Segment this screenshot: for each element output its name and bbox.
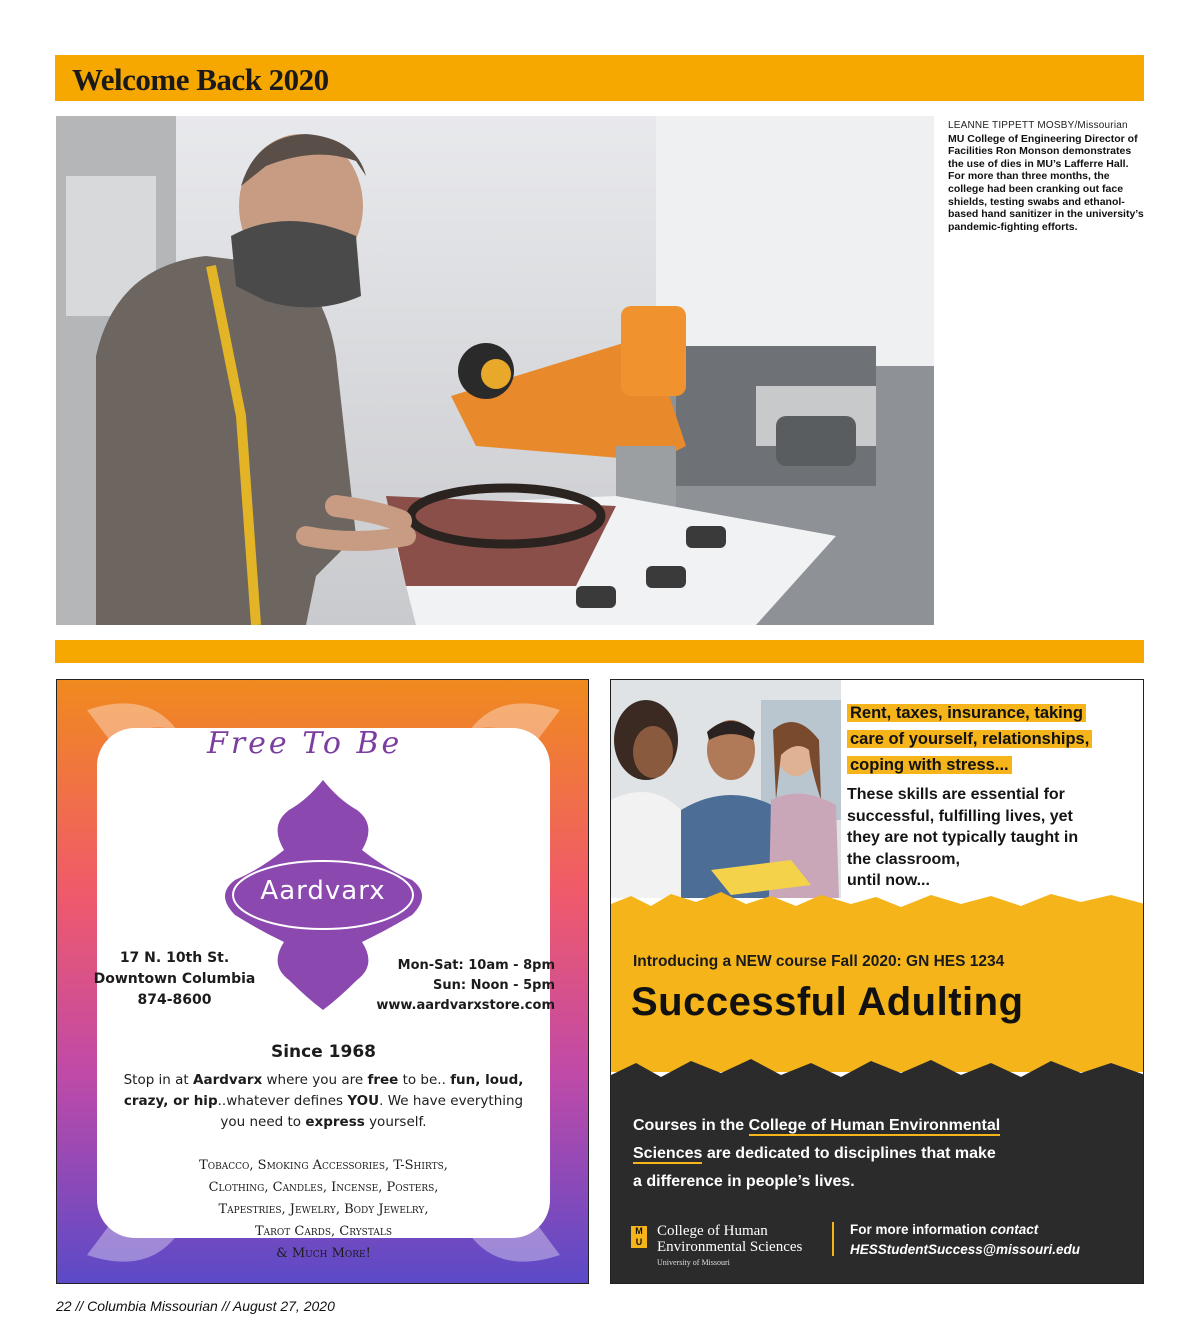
desc-fun: fun, loud, crazy, or hip	[123, 1072, 524, 1109]
college-description	[633, 1112, 1113, 1196]
logo-subtitle: University of Missouri	[657, 1258, 730, 1267]
logo-divider	[832, 1222, 834, 1256]
hours-weekday: Mon-Sat: 10am - 8pm	[397, 958, 555, 973]
product-line: Tobacco, Smoking Accessories, T-Shirts,	[199, 1158, 448, 1173]
course-title: Successful Adulting	[631, 980, 1024, 1024]
desc-text: yourself.	[364, 1114, 427, 1130]
tagline: Free To Be	[207, 726, 403, 761]
logo-text: Aardvarx	[260, 876, 386, 906]
hours-sunday: Sun: Noon - 5pm	[433, 978, 555, 993]
store-hours	[355, 956, 555, 1016]
highlight-line: Rent, taxes, insurance, taking	[847, 704, 1086, 722]
info-contact: contact	[990, 1222, 1039, 1237]
body-line: successful, fulfilling lives, yet	[847, 807, 1073, 825]
intro-body	[847, 784, 1137, 892]
courses-text: a difference in people’s lives.	[633, 1173, 855, 1190]
mu-logo-icon: M U	[631, 1226, 647, 1248]
highlight-line: care of yourself, relationships,	[847, 730, 1092, 748]
photo-credit: LEANNE TIPPETT MOSBY/Missourian	[948, 120, 1128, 131]
body-line: These skills are essential for	[847, 786, 1065, 803]
desc-text: where you are	[262, 1072, 368, 1088]
page-footer: 22 // Columbia Missourian // August 27, 2020	[56, 1298, 335, 1314]
body-line: they are not typically taught in	[847, 829, 1079, 846]
contact-info	[850, 1220, 1080, 1260]
website-link[interactable]: www.aardvarxstore.com	[376, 998, 555, 1013]
address-line: 17 N. 10th St.	[119, 950, 230, 966]
product-line: Tarot Cards, Crystals	[254, 1224, 393, 1239]
highlight-line: coping with stress...	[847, 756, 1012, 774]
section-divider-bar	[55, 640, 1144, 663]
store-description	[117, 1070, 530, 1133]
product-line: & Much More!	[276, 1246, 371, 1261]
aardvarx-ad[interactable]	[56, 679, 589, 1284]
body-line: until now...	[847, 872, 930, 889]
desc-express: express	[305, 1114, 365, 1130]
product-line: Clothing, Candles, Incense, Posters,	[208, 1180, 439, 1195]
logo-line: Environmental Sciences	[657, 1239, 803, 1255]
desc-text: ..whatever defines	[217, 1093, 348, 1109]
store-address	[87, 948, 262, 1011]
desc-text: to be..	[398, 1072, 451, 1088]
section-banner	[55, 55, 1144, 101]
product-list	[147, 1155, 500, 1265]
news-photo	[56, 116, 934, 625]
address-city: Downtown Columbia	[93, 971, 256, 987]
desc-free: free	[367, 1072, 399, 1088]
logo-line: College of Human	[657, 1223, 768, 1239]
students-photo	[611, 680, 841, 898]
phone-number: 874-8600	[137, 992, 212, 1008]
product-line: Tapestries, Jewelry, Body Jewelry,	[218, 1202, 429, 1217]
desc-text: . We have everything you need to	[220, 1093, 524, 1130]
body-line: the classroom,	[847, 850, 960, 868]
hes-course-ad[interactable]	[610, 679, 1144, 1284]
section-title: Welcome Back 2020	[72, 62, 329, 97]
courses-text: are dedicated to disciplines that make	[702, 1145, 996, 1162]
info-text: For more information	[850, 1222, 991, 1237]
course-intro: Introducing a NEW course Fall 2020: GN HES 1234	[633, 953, 1005, 970]
college-name-link[interactable]: Sciences	[633, 1145, 703, 1162]
courses-text: Courses in the	[633, 1117, 749, 1134]
since-year: Since 1968	[270, 1042, 376, 1062]
photo-illustration	[56, 116, 934, 625]
desc-you: YOU	[347, 1093, 380, 1109]
desc-text: Stop in at	[123, 1072, 194, 1088]
headline-highlight	[847, 700, 1132, 778]
college-name-link[interactable]: College of Human Environmental	[748, 1117, 1001, 1134]
photo-caption	[948, 120, 1148, 233]
desc-brand: Aardvarx	[193, 1072, 263, 1088]
contact-email-link[interactable]: HESStudentSuccess@missouri.edu	[850, 1242, 1080, 1257]
logo-name	[657, 1223, 802, 1255]
caption-text: MU College of Engineering Director of Facilities Ron Monson demonstrates the use of dies in MU’s Lafferre Hall. For more than three months, the college had been cranking out face shields, testing swabs and ethanol-based hand sanitizer in the university’s pandemic-fighting efforts.	[948, 132, 1144, 233]
